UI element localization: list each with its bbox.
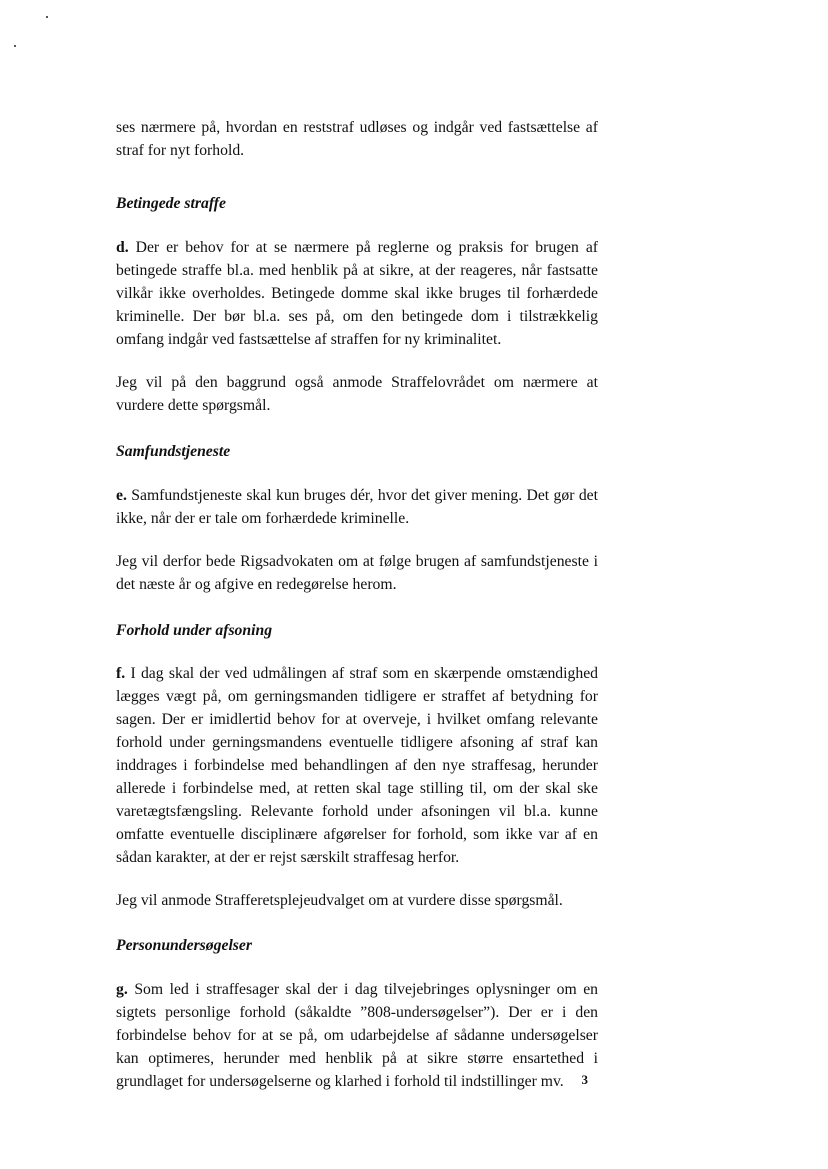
section-heading-afsoning: Forhold under afsoning — [116, 622, 273, 639]
section-heading-personundersogelser: Personundersøgelser — [116, 937, 252, 954]
paragraph-g-text: Som led i straffesager skal der i dag tilvejebringes oplysninger om en sigtets personlige forhold (såkaldte ”808-undersøgelser”). Der er i den forbindelse behov for at se på, om udarbejdelse af sådanne undersøgelser kan optimeres, herunder med henblik på at sikre større ensartethed i grundlaget for undersøgelserne og klarhed i forhold til indstillinger mv. — [116, 981, 599, 1090]
section-heading-samfundstjeneste: Samfundstjeneste — [116, 443, 231, 460]
paragraph-f-text: I dag skal der ved udmålingen af straf som en skærpende omstændighed lægges vægt på, om gerningsmanden tidligere er straffet af betydning for sagen. Der er imidlertid behov for at overveje, i hvilket omfang relevante forhold under gerningsmandens eventuelle tidligere afsoning af straf kan inddrages i forbindelse med behandlingen af den nye straffesag, herunder allerede i forbindelse med, at retten skal tage stilling til, om der skal ske varetægtsfængsling. Relevante forhold under afsoningen vil bl.a. kunne omfatte eventuelle disciplinære afgørelser for forhold, som ikke var af en sådan karakter, at der er rejst særskilt straffesag herfor. — [116, 665, 599, 866]
page-number: 3 — [581, 1072, 588, 1087]
paragraph-f — [116, 662, 598, 869]
paragraph-e-label: e. — [116, 487, 127, 504]
paragraph-d-followup: Jeg vil på den baggrund også anmode Straffelovrådet om nærmere at vurdere dette spørgsmål. — [116, 374, 598, 414]
intro-paragraph: ses nærmere på, hvordan en reststraf udløses og indgår ved fastsættelse af straf for nyt forhold. — [116, 119, 598, 159]
paragraph-d-text: Der er behov for at se nærmere på reglerne og praksis for brugen af betingede straffe bl.a. med henblik på at sikre, at der reageres, når fastsatte vilkår ikke overholdes. Betingede domme skal ikke bruges til forhærdede kriminelle. Der bør bl.a. ses på, om den betingede dom i tilstrækkelig omfang indgår ved fastsættelse af straffen for ny kriminalitet. — [116, 239, 599, 348]
section-heading-betingede: Betingede straffe — [116, 195, 226, 212]
paragraph-f-followup: Jeg vil anmode Strafferetsplejeudvalget om at vurdere disse spørgsmål. — [116, 892, 563, 909]
paragraph-d — [116, 236, 598, 351]
scan-speck — [14, 45, 16, 47]
paragraph-e-text: Samfundstjeneste skal kun bruges dér, hvor det giver mening. Det gør det ikke, når der er tale om forhærdede kriminelle. — [116, 487, 599, 527]
paragraph-d-label: d. — [116, 239, 129, 256]
paragraph-g-label: g. — [116, 981, 128, 998]
document-body — [116, 116, 598, 1093]
paragraph-e-followup: Jeg vil derfor bede Rigsadvokaten om at følge brugen af samfundstjeneste i det næste år og afgive en redegørelse herom. — [116, 553, 598, 593]
scan-speck — [46, 16, 48, 18]
paragraph-e — [116, 484, 598, 530]
paragraph-f-label: f. — [116, 665, 126, 682]
paragraph-g — [116, 978, 598, 1093]
